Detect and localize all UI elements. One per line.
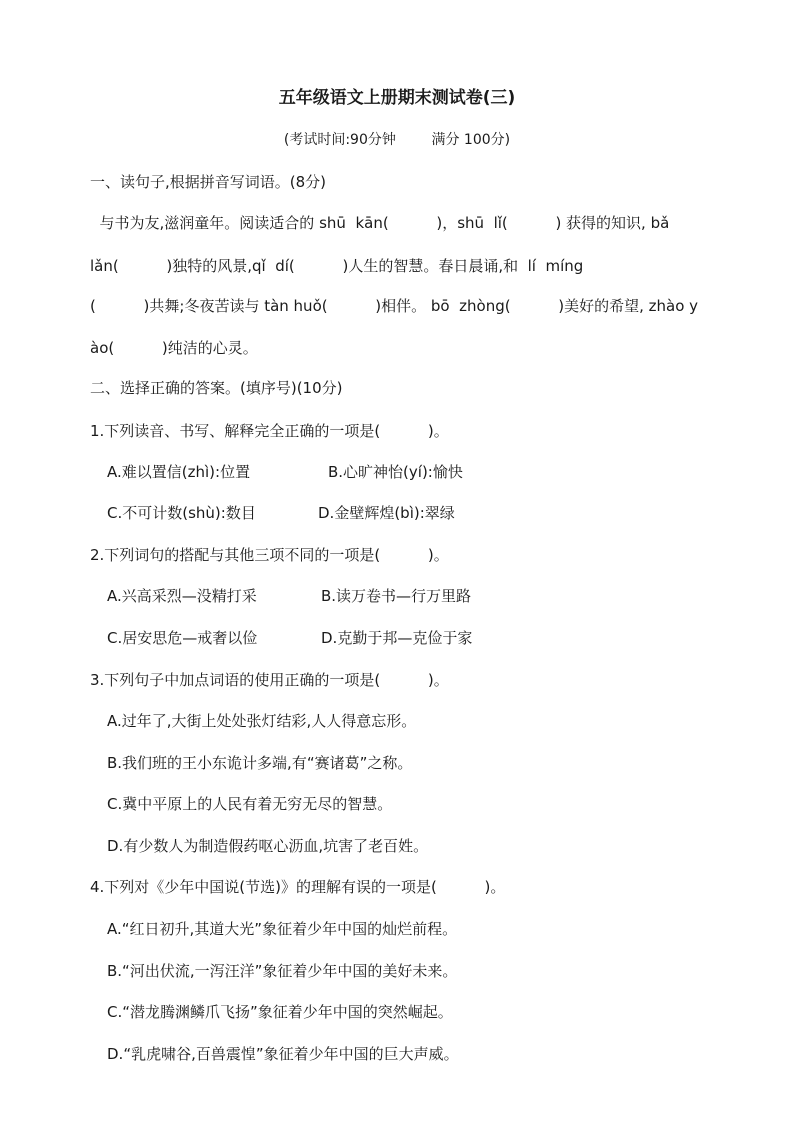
- option-b: B.“河出伏流,一泻汪洋”象征着少年中国的美好未来。: [107, 962, 458, 980]
- option-c: C.冀中平原上的人民有着无穷无尽的智慧。: [107, 795, 393, 813]
- option-d: D.金壁辉煌(bì):翠绿: [318, 504, 455, 522]
- option-a: A.难以置信(zhì):位置: [107, 463, 251, 481]
- option-b: B.心旷神怡(yí):愉快: [328, 463, 463, 481]
- passage-line: lǎn( )独特的风景,qǐ dí( )人生的智慧。春日晨诵,和 lí míng: [90, 257, 584, 275]
- question-stem: 2.下列词句的搭配与其他三项不同的一项是( )。: [90, 546, 449, 564]
- passage-line: ào( )纯洁的心灵。: [90, 339, 258, 357]
- question-stem: 1.下列读音、书写、解释完全正确的一项是( )。: [90, 422, 449, 440]
- option-b: B.读万卷书—行万里路: [321, 587, 472, 605]
- option-b: B.我们班的王小东诡计多端,有“赛诸葛”之称。: [107, 754, 413, 772]
- option-a: A.“红日初升,其道大光”象征着少年中国的灿烂前程。: [107, 920, 458, 938]
- exam-info: (考试时间:90分钟 满分 100分): [283, 132, 511, 148]
- option-c: C.不可计数(shù):数目: [107, 504, 256, 522]
- option-d: D.有少数人为制造假药呕心沥血,坑害了老百姓。: [107, 837, 429, 855]
- option-c: C.居安思危—戒奢以俭: [107, 629, 258, 647]
- passage-line: 与书为友,滋润童年。阅读适合的 shū kān( )，shū lǐ( ) 获得的知识, bǎ: [90, 214, 670, 232]
- option-d: D.“乳虎啸谷,百兽震惶”象征着少年中国的巨大声威。: [107, 1045, 459, 1063]
- passage-line: ( )共舞;冬夜苦读与 tàn huǒ( )相伴。 bō zhòng( )美好的希望, zhào y: [90, 297, 699, 315]
- option-a: A.过年了,大街上处处张灯结彩,人人得意忘形。: [107, 712, 417, 730]
- page-title: 五年级语文上册期末测试卷(三): [278, 88, 516, 108]
- section-2-heading: 二、选择正确的答案。(填序号)(10分): [90, 379, 343, 397]
- option-a: A.兴高采烈—没精打采: [107, 587, 257, 605]
- question-stem: 4.下列对《少年中国说(节选)》的理解有误的一项是( )。: [90, 878, 506, 896]
- section-1-heading: 一、读句子,根据拼音写词语。(8分): [90, 173, 327, 191]
- option-d: D.克勤于邦—克俭于家: [321, 629, 473, 647]
- option-c: C.“潜龙腾渊鳞爪飞扬”象征着少年中国的突然崛起。: [107, 1003, 453, 1021]
- question-stem: 3.下列句子中加点词语的使用正确的一项是( )。: [90, 671, 449, 689]
